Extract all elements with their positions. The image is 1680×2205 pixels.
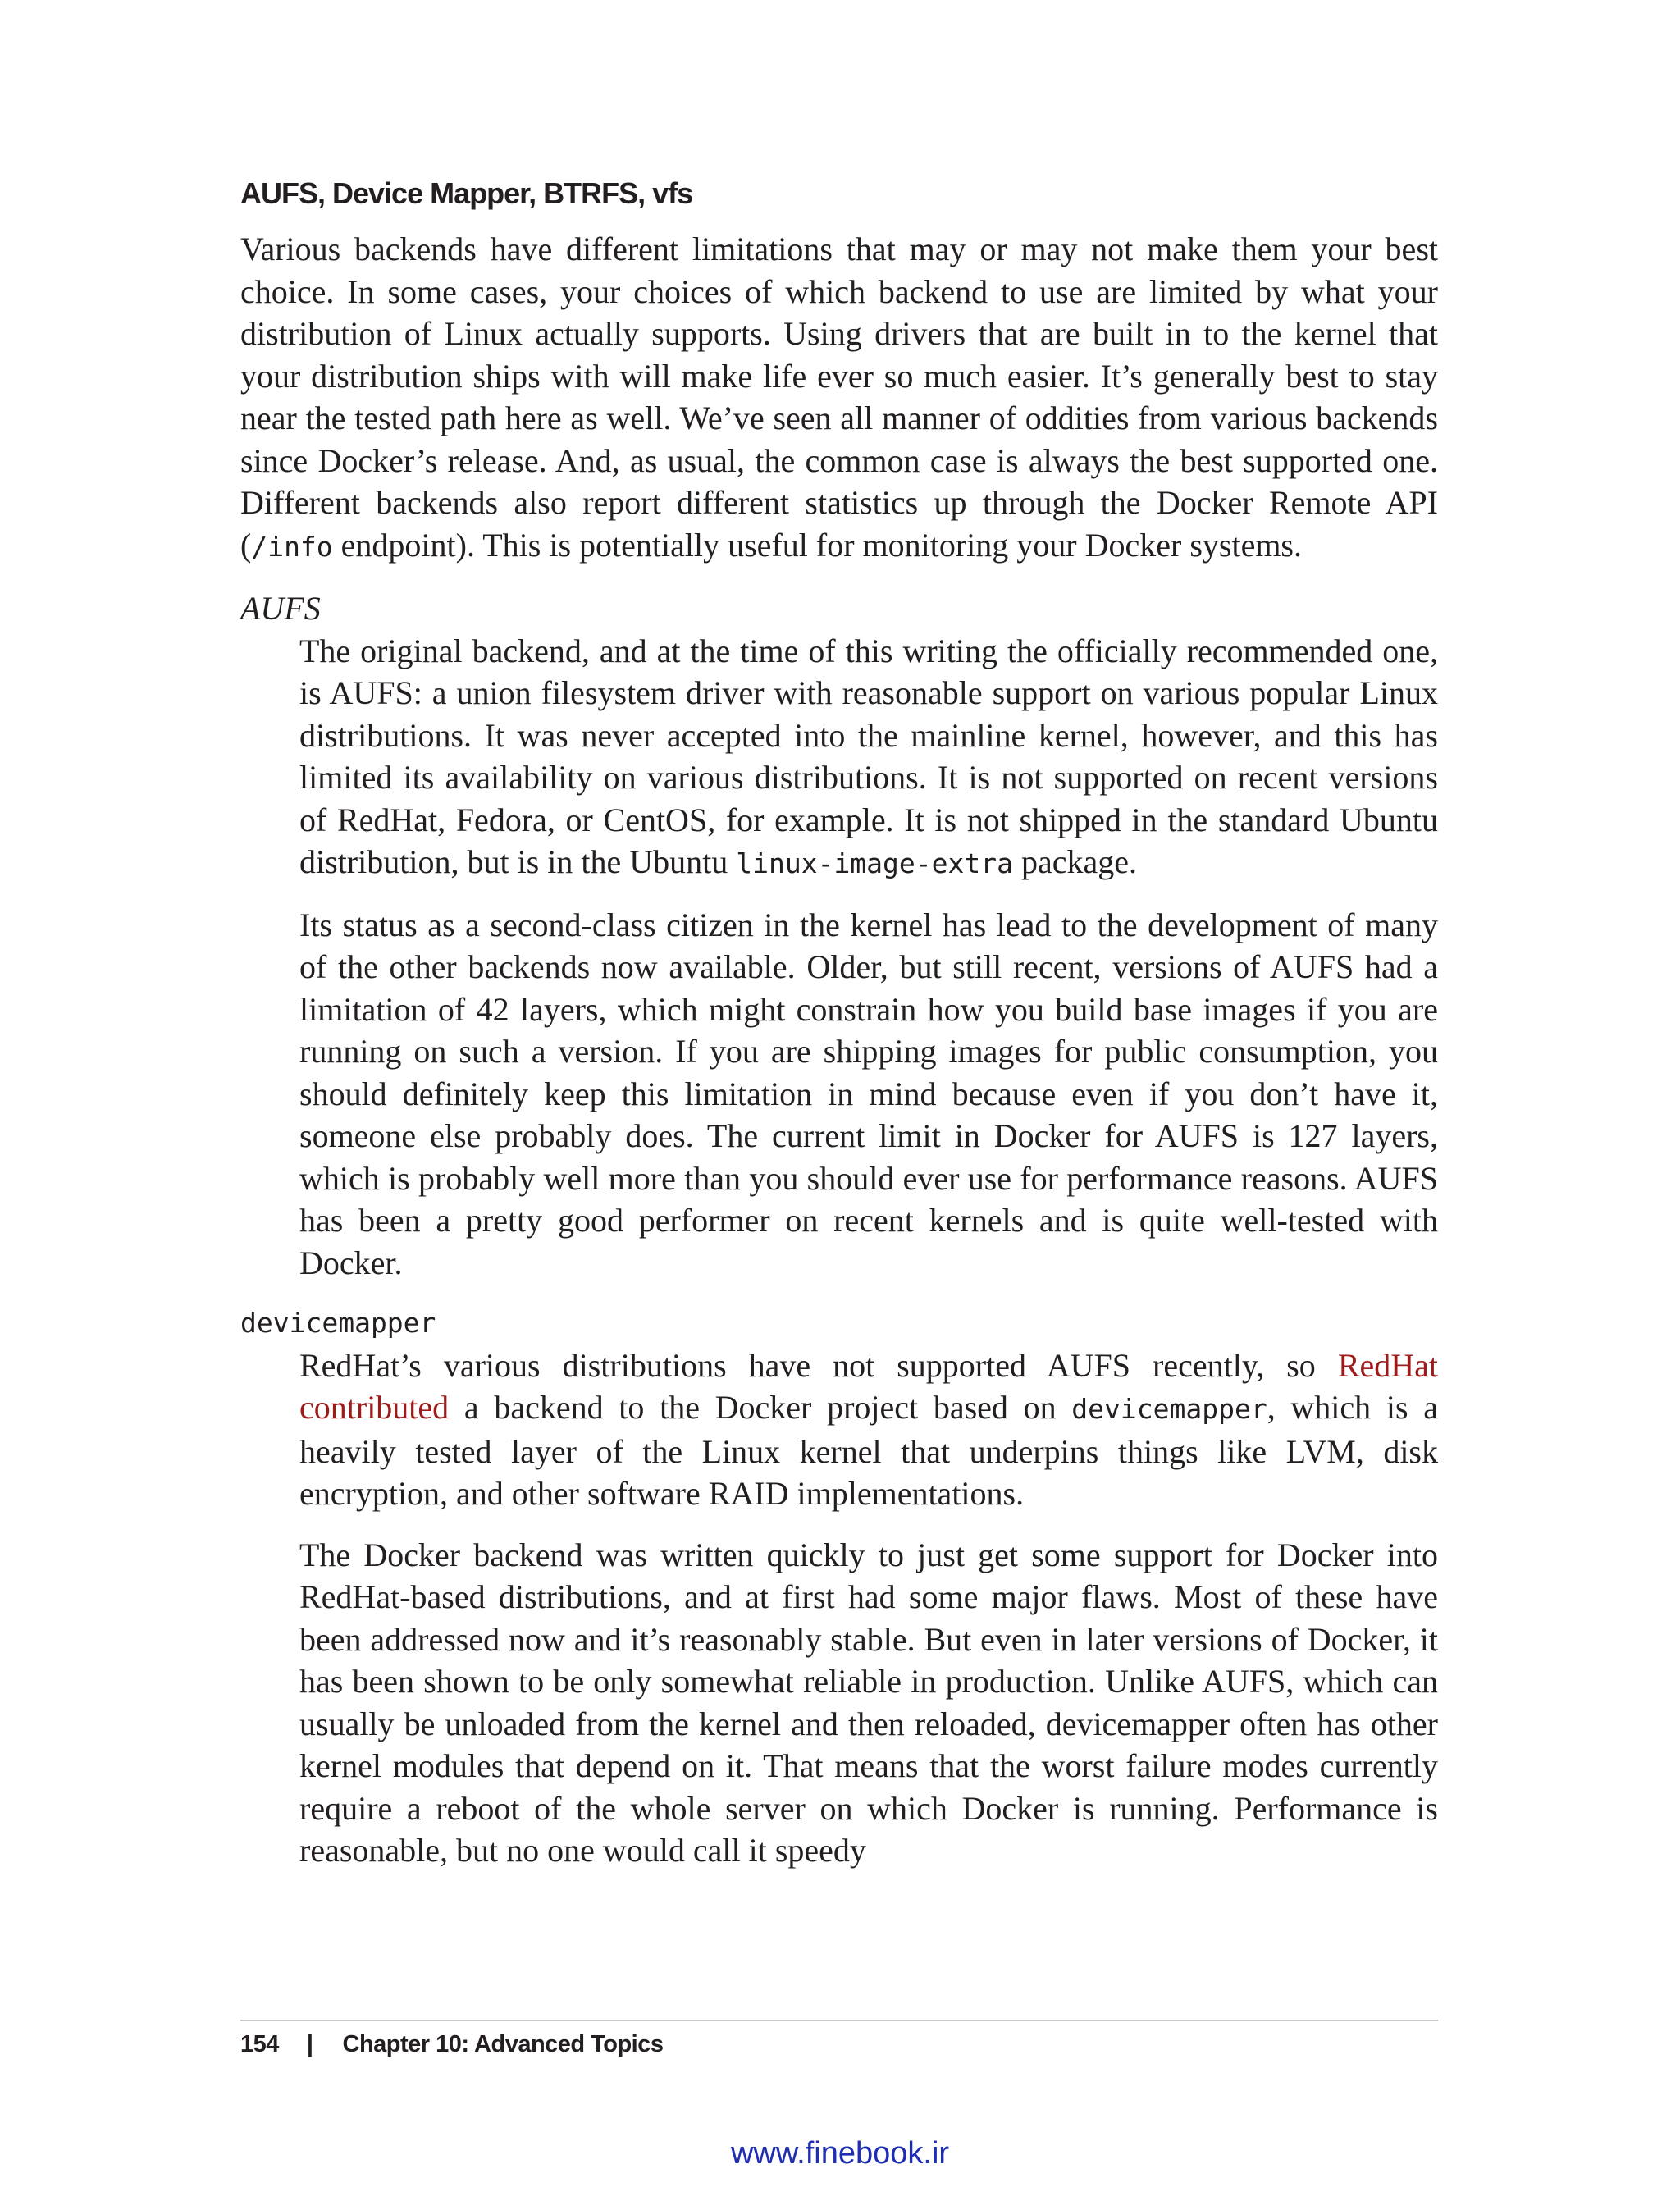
aufs-paragraph-2: Its status as a second-class citizen in the kernel has lead to the development of many of the other backends now available. Older, but still recent, versions of AUFS had a limitation of 42 layers, which might constrain how you build base images if you are running on such a version. If you are shipping images for public consumption, you should definitely keep this limitation in mind because even if you don’t have it, someone else probably does. The current limit in Docker for AUFS is 127 layers, which is probably well more than you should ever use for performance reasons. AUFS has been a pretty good performer on recent kernels and is quite well-tested with Docker. <box>299 906 1438 1281</box>
watermark-text: www.finebook.ir <box>730 2136 950 2171</box>
info-endpoint-code: /info <box>251 530 333 563</box>
aufs-p1-text-before: The original backend, and at the time of this writing the officially recommended one, is AUFS: a union filesystem driver with reasonable support on various popular Linux distributions. It was never accepted into the mainline kernel, however, and this has limited its availability on various distributions. It is not supported on recent versions of RedHat, Fedora, or CentOS, for example. It is not shipped in the standard Ubuntu distribution, but is in the Ubuntu <box>299 632 1438 880</box>
devicemapper-paragraph-1 <box>299 1344 1438 1515</box>
redhat-contributed-link[interactable]: RedHat contributed <box>299 1346 1438 1426</box>
devicemapper-code: devicemapper <box>1071 1393 1267 1425</box>
term-devicemapper: devicemapper <box>240 1307 436 1339</box>
section-heading: AUFS, Device Mapper, BTRFS, vfs <box>240 176 693 210</box>
page-number: 154 <box>240 2031 279 2057</box>
intro-text-after: endpoint). This is potentially useful for monitoring your Docker systems. <box>332 526 1302 564</box>
devicemapper-paragraph-2: The Docker backend was written quickly to just get some support for Docker into RedHat-based distributions, and at first had some major flaws. Most of these have been addressed now and it’s reasonably stable. But even in later versions of Docker, it has been shown to be only somewhat reliable in production. Unlike AUFS, which can usually be unloaded from the kernel and then reloaded, devicemapper often has other kernel modules that depend on it. That means that the worst failure modes currently require a reboot of the whole server on which Docker is running. Performance is reasonable, but no one would call it speedy <box>299 1536 1438 1869</box>
linux-image-extra-code: linux-image-extra <box>736 847 1013 879</box>
intro-paragraph <box>240 228 1438 568</box>
term-aufs: AUFS <box>240 590 321 627</box>
chapter-title: Chapter 10: Advanced Topics <box>342 2031 664 2057</box>
footer-divider <box>240 2020 1438 2021</box>
definition-aufs <box>299 630 1438 1285</box>
intro-text-before: Various backends have different limitations that may or may not make them your best choice. In some cases, your choices of which backend to use are limited by what your distribution of Linux actually supports. Using drivers that are built in to the kernel that your distribution ships with will make life ever so much easier. It’s generally best to stay near the tested path here as well. We’ve seen all manner of oddities from various backends since Docker’s release. And, as usual, the common case is always the best supported one. Different backends also report different statistics up through the Docker Remote API ( <box>240 231 1438 564</box>
aufs-p1-text-after: package. <box>1013 843 1138 880</box>
definition-devicemapper <box>299 1344 1438 1872</box>
dm-p1-text-after: , which is a heavily tested layer of the Linux kernel that underpins things like LVM, disk encryption, and other software RAID implementations. <box>299 1389 1439 1512</box>
dm-p1-text-before: RedHat’s various distributions have not supported AUFS recently, so <box>299 1346 1338 1384</box>
backend-list <box>240 587 1438 1872</box>
page-content <box>240 174 1438 1872</box>
page-footer <box>240 2031 664 2058</box>
footer-separator: | <box>306 2031 313 2057</box>
aufs-paragraph-1 <box>299 630 1438 885</box>
dm-p1-text-middle: a backend to the Docker project based on <box>449 1389 1072 1426</box>
